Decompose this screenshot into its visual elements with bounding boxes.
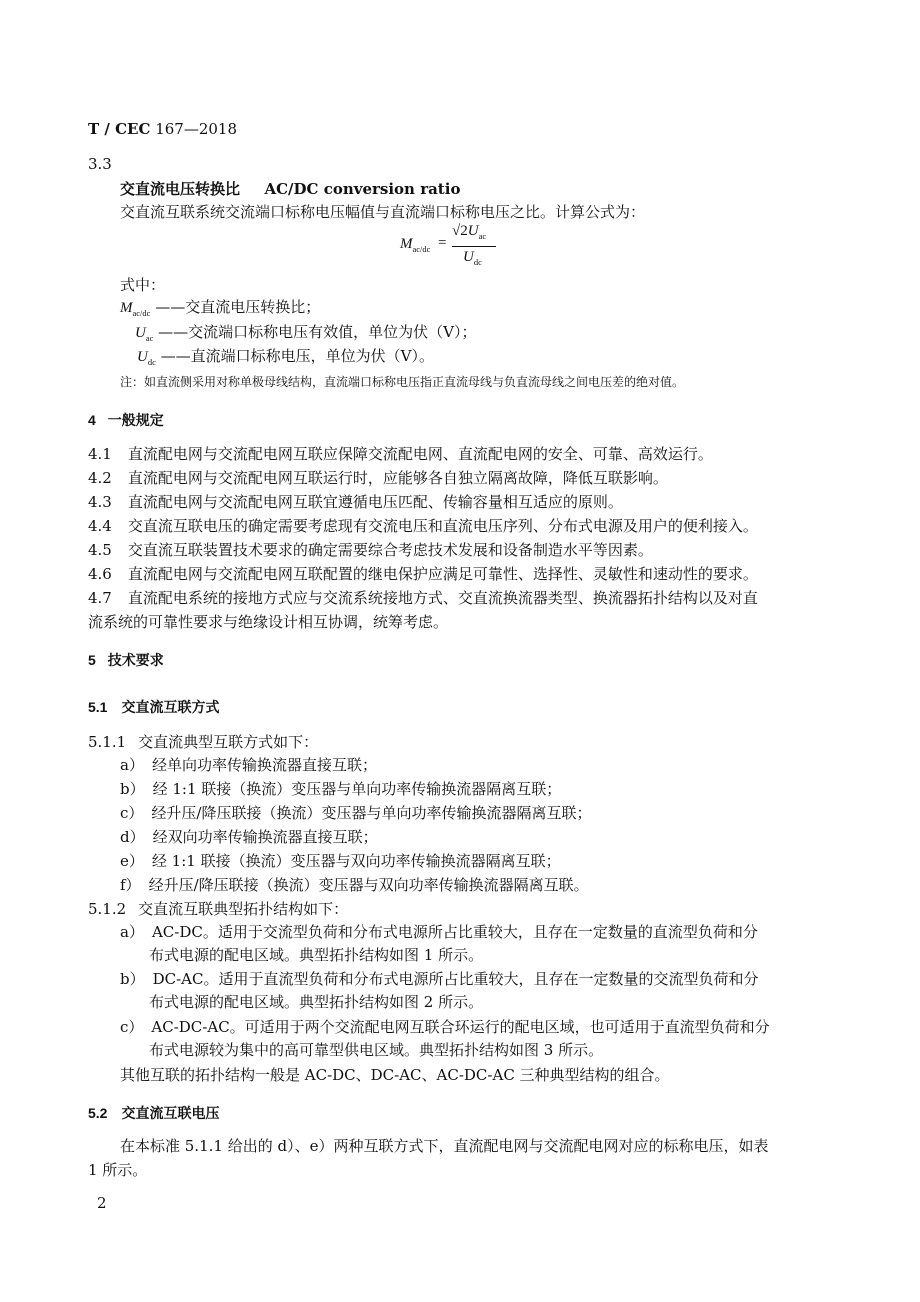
var-row: $U_{dc}$ ——直流端口标称电压，单位为伏（V）。 <box>137 347 434 367</box>
note: 注：如直流侧采用对称单极母线结构，直流端口标称电压指正直流母线与负直流母线之间电压差的绝对值。 <box>120 375 685 389</box>
clause-4-7: 4.7 直流配电系统的接地方式应与交流系统接地方式、交直流换流器类型、换流器拓扑结构以及对直 <box>88 589 758 607</box>
list-item: a） 经单向功率传输换流器直接互联； <box>120 756 377 774</box>
clause-5-2-text-cont: 1 所示。 <box>88 1161 148 1179</box>
clause-4-5: 4.5 交直流互联装置技术要求的确定需要综合考虑技术发展和设备制造水平等因素。 <box>88 541 653 559</box>
section-5-1-heading: 5.1 交直流互联方式 <box>88 699 220 715</box>
section-5-heading: 5 技术要求 <box>88 652 164 668</box>
document-header <box>88 120 237 138</box>
term-en: AC/DC conversion ratio <box>264 180 461 198</box>
where-label: 式中： <box>120 276 166 294</box>
formula-denominator: $U_{dc}$ <box>463 249 482 267</box>
doc-id: T / CEC <box>88 120 151 138</box>
sqrt-symbol: √2 <box>452 223 468 239</box>
clause-5-2-text: 在本标准 5.1.1 给出的 d）、e）两种互联方式下，直流配电网与交流配电网对应的标称电压，如表 <box>120 1137 769 1155</box>
formula-numerator: $√2U_{ac}$ <box>452 223 487 241</box>
var-row: $M_{ac/dc}$ ——交直流电压转换比； <box>120 298 321 318</box>
list-item-cont: 布式电源的配电区域。典型拓扑结构如图 1 所示。 <box>149 946 484 964</box>
clause-4-2: 4.2 直流配电网与交流配电网互联运行时，应能够各自独立隔离故障，降低互联影响。 <box>88 469 668 487</box>
fraction-bar <box>452 246 496 247</box>
formula-lhs: $M_{ac/dc}$ <box>400 236 431 254</box>
clause-4-7-cont: 流系统的可靠性要求与绝缘设计相互协调，统筹考虑。 <box>88 613 449 631</box>
list-item: d） 经双向功率传输换流器直接互联； <box>120 828 378 846</box>
page-number: 2 <box>97 1194 107 1212</box>
formula-equals: = <box>438 235 447 251</box>
list-item-cont: 布式电源较为集中的高可靠型供电区域。典型拓扑结构如图 3 所示。 <box>149 1041 604 1059</box>
other-topologies: 其他互联的拓扑结构一般是 AC-DC、DC-AC、AC-DC-AC 三种典型结构的组合。 <box>120 1066 670 1084</box>
doc-number: 167—2018 <box>155 120 237 138</box>
section-4-heading: 4 一般规定 <box>88 412 164 428</box>
clause-4-1: 4.1 直流配电网与交流配电网互联应保障交流配电网、直流配电网的安全、可靠、高效运行。 <box>88 445 713 463</box>
list-item: a） AC-DC。适用于交流型负荷和分布式电源所占比重较大，且存在一定数量的直流型负荷和分 <box>120 923 758 941</box>
list-item: c） 经升压/降压联接（换流）变压器与单向功率传输换流器隔离互联； <box>120 804 592 822</box>
term-title <box>120 180 460 198</box>
list-item: b） 经 1:1 联接（换流）变压器与单向功率传输换流器隔离互联； <box>120 780 562 798</box>
clause-4-6: 4.6 直流配电网与交流配电网互联配置的继电保护应满足可靠性、选择性、灵敏性和速动性的要求。 <box>88 565 758 583</box>
section-3-3-number: 3.3 <box>88 155 112 173</box>
clause-5-1-2: 5.1.2 交直流互联典型拓扑结构如下： <box>88 900 349 918</box>
clause-4-3: 4.3 直流配电网与交流配电网互联宜遵循电压匹配、传输容量相互适应的原则。 <box>88 493 623 511</box>
clause-4-4: 4.4 交直流互联电压的确定需要考虑现有交流电压和直流电压序列、分布式电源及用户的便利接入。 <box>88 517 758 535</box>
list-item-cont: 布式电源的配电区域。典型拓扑结构如图 2 所示。 <box>149 993 484 1011</box>
list-item: b） DC-AC。适用于直流型负荷和分布式电源所占比重较大，且存在一定数量的交流型负荷和分 <box>120 970 759 988</box>
clause-5-1-1: 5.1.1 交直流典型互联方式如下： <box>88 733 319 751</box>
term-definition: 交直流互联系统交流端口标称电压幅值与直流端口标称电压之比。计算公式为： <box>120 203 646 221</box>
section-5-2-heading: 5.2 交直流互联电压 <box>88 1105 220 1121</box>
list-item: e） 经 1:1 联接（换流）变压器与双向功率传输换流器隔离互联； <box>120 852 561 870</box>
term-cn: 交直流电压转换比 <box>120 180 241 198</box>
var-row: $U_{ac}$ ——交流端口标称电压有效值，单位为伏（V）； <box>135 323 477 343</box>
list-item: f） 经升压/降压联接（换流）变压器与双向功率传输换流器隔离互联。 <box>120 876 589 894</box>
conversion-formula <box>400 222 510 272</box>
list-item: c） AC-DC-AC。可适用于两个交流配电网互联合环运行的配电区域，也可适用于直流型负荷和分 <box>120 1018 770 1036</box>
